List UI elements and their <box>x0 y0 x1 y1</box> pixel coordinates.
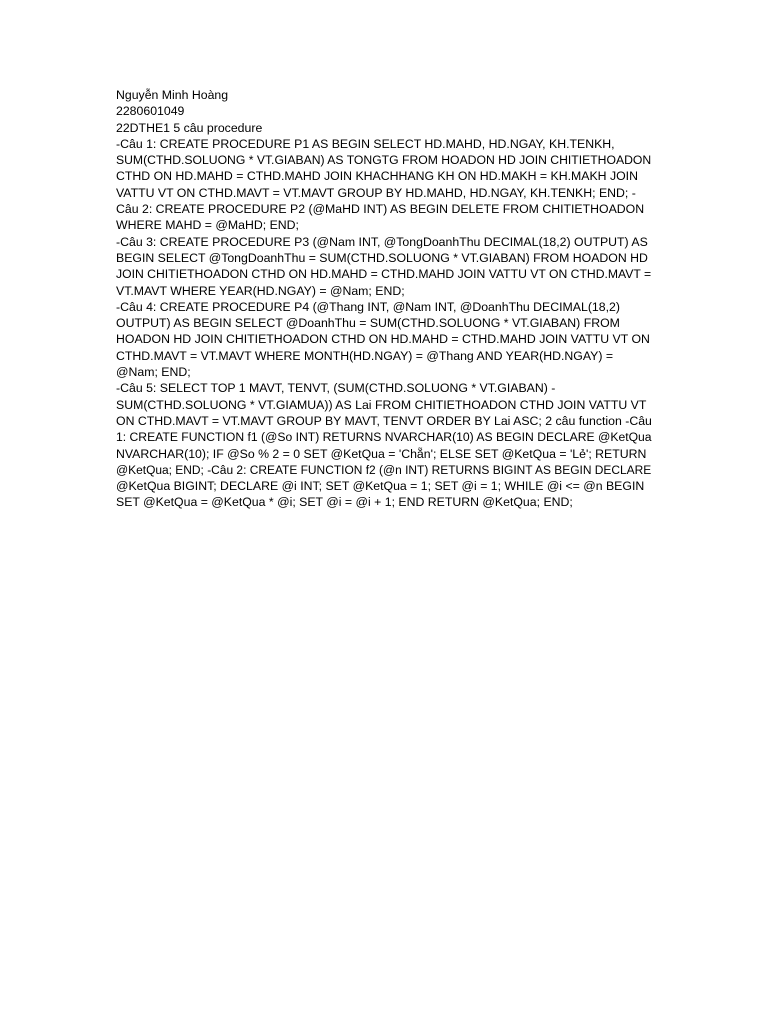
text-line: -Câu 5: SELECT TOP 1 MAVT, TENVT, (SUM(CTHD.SOLUONG * VT.GIABAN) - <box>116 381 556 396</box>
text-line: CTHD.MAVT = VT.MAVT WHERE MONTH(HD.NGAY) = @Thang AND YEAR(HD.NGAY) = <box>116 348 614 363</box>
text-line: Câu 2: CREATE PROCEDURE P2 (@MaHD INT) AS BEGIN DELETE FROM CHITIETHOADON <box>116 202 645 217</box>
text-line: SUM(CTHD.SOLUONG * VT.GIAMUA)) AS Lai FROM CHITIETHOADON CTHD JOIN VATTU VT <box>116 397 647 412</box>
text-line: 1: CREATE FUNCTION f1 (@So INT) RETURNS NVARCHAR(10) AS BEGIN DECLARE @KetQua <box>116 430 652 445</box>
text-line: -Câu 4: CREATE PROCEDURE P4 (@Thang INT, @Nam INT, @DoanhThu DECIMAL(18,2) <box>116 299 620 314</box>
document-page <box>116 87 652 511</box>
text-line: ON CTHD.MAVT = VT.MAVT GROUP BY MAVT, TENVT ORDER BY Lai ASC; 2 câu function -Câu <box>116 413 652 428</box>
text-line: SUM(CTHD.SOLUONG * VT.GIABAN) AS TONGTG FROM HOADON HD JOIN CHITIETHOADON <box>116 153 652 168</box>
author-name: Nguyễn Minh Hoàng <box>116 88 229 102</box>
text-line: OUTPUT) AS BEGIN SELECT @DoanhThu = SUM(CTHD.SOLUONG * VT.GIABAN) FROM <box>116 316 620 331</box>
text-line: VT.MAVT WHERE YEAR(HD.NGAY) = @Nam; END; <box>116 283 405 298</box>
text-line: BEGIN SELECT @TongDoanhThu = SUM(CTHD.SOLUONG * VT.GIABAN) FROM HOADON HD <box>116 250 648 265</box>
text-line: HOADON HD JOIN CHITIETHOADON CTHD ON HD.MAHD = CTHD.MAHD JOIN VATTU VT ON <box>116 332 650 347</box>
text-line: @KetQua; END; -Câu 2: CREATE FUNCTION f2 (@n INT) RETURNS BIGINT AS BEGIN DECLARE <box>116 462 652 477</box>
text-line: @Nam; END; <box>116 365 191 380</box>
student-id: 2280601049 <box>116 104 185 119</box>
text-line: JOIN CHITIETHOADON CTHD ON HD.MAHD = CTHD.MAHD JOIN VATTU VT ON CTHD.MAVT = <box>116 267 652 282</box>
text-line: VATTU VT ON CTHD.MAVT = VT.MAVT GROUP BY HD.MAHD, HD.NGAY, KH.TENKH; END; - <box>116 185 636 200</box>
text-line: -Câu 1: CREATE PROCEDURE P1 AS BEGIN SELECT HD.MAHD, HD.NGAY, KH.TENKH, <box>116 136 615 151</box>
text-line: SET @KetQua = @KetQua * @i; SET @i = @i + 1; END RETURN @KetQua; END; <box>116 495 573 510</box>
text-line: WHERE MAHD = @MaHD; END; <box>116 218 299 233</box>
class-heading: 22DTHE1 5 câu procedure <box>116 120 263 135</box>
text-line: NVARCHAR(10); IF @So % 2 = 0 SET @KetQua = 'Chẵn'; ELSE SET @KetQua = 'Lẻ'; RETURN <box>116 446 647 461</box>
text-line: -Câu 3: CREATE PROCEDURE P3 (@Nam INT, @TongDoanhThu DECIMAL(18,2) OUTPUT) AS <box>116 234 648 249</box>
text-line: CTHD ON HD.MAHD = CTHD.MAHD JOIN KHACHHANG KH ON HD.MAKH = KH.MAKH JOIN <box>116 169 638 184</box>
text-line: @KetQua BIGINT; DECLARE @i INT; SET @KetQua = 1; SET @i = 1; WHILE @i <= @n BEGIN <box>116 479 645 494</box>
